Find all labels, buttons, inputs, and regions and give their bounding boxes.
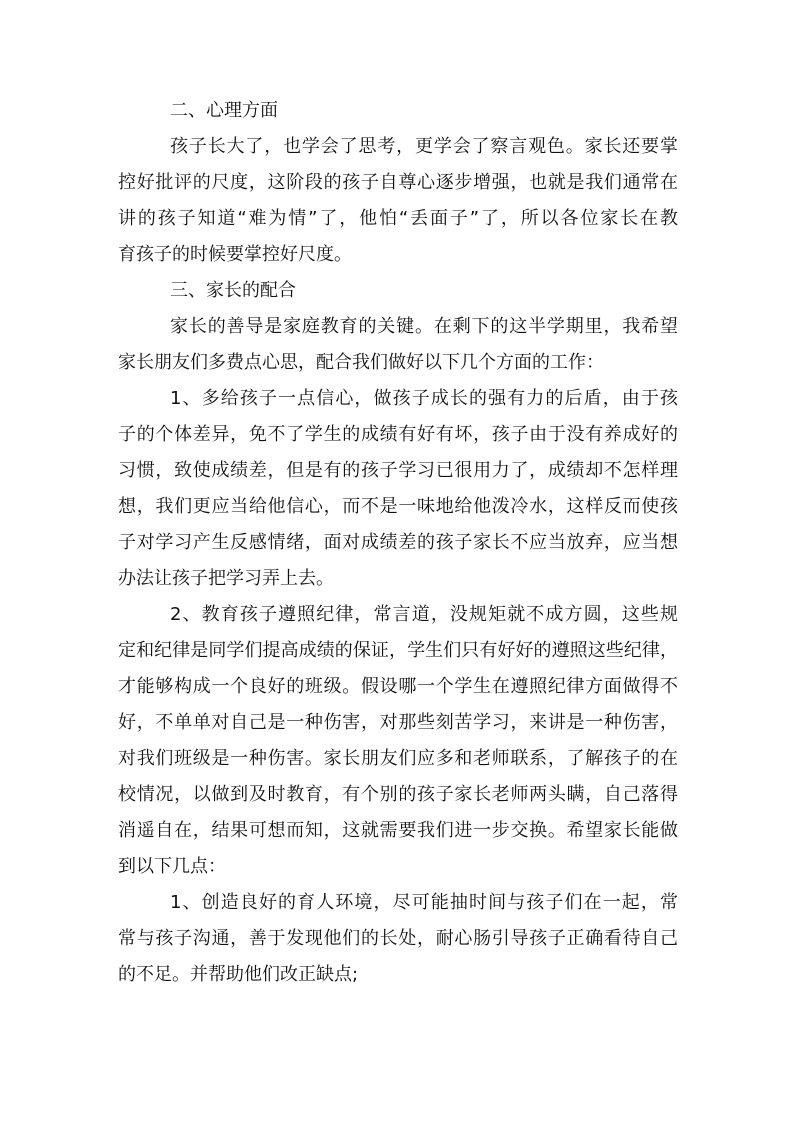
list-item-line: 想，我们更应当给他信心，而不是一味地给他泼冷水，这样反而使孩 — [118, 496, 678, 517]
list-item-line: 定和纪律是同学们提高成绩的保证，学生们只有好好的遵照这些纪律， — [118, 640, 678, 661]
paragraph-line: 讲的孩子知道“难为情”了，他怕“丢面子”了，所以各位家长在教 — [118, 208, 678, 229]
list-item-line: 消遥自在，结果可想而知，这就需要我们进一步交换。希望家长能做 — [118, 820, 678, 841]
list-item-line: 校情况，以做到及时教育，有个别的孩子家长老师两头瞒，自己落得 — [118, 784, 678, 805]
paragraph-line: 控好批评的尺度，这阶段的孩子自尊心逐步增强，也就是我们通常在 — [118, 172, 678, 193]
list-item-line: 子的个体差异，免不了学生的成绩有好有坏，孩子由于没有养成好的 — [118, 424, 678, 445]
paragraph-line: 育孩子的时候要掌控好尺度。 — [118, 244, 352, 265]
list-item-line: 到以下几点： — [118, 856, 226, 877]
paragraph-line: 家长朋友们多费点心思，配合我们做好以下几个方面的工作： — [118, 352, 604, 373]
list-item-line: 好，不单单对自己是一种伤害，对那些刻苦学习，来讲是一种伤害， — [118, 712, 678, 733]
section-heading-psychology: 二、心理方面 — [170, 100, 278, 121]
sub-item-line: 的不足。并帮助他们改正缺点; — [118, 964, 359, 985]
list-item-line: 对我们班级是一种伤害。家长朋友们应多和老师联系，了解孩子的在 — [118, 748, 678, 769]
list-item-line: 1、多给孩子一点信心，做孩子成长的强有力的后盾，由于孩 — [170, 388, 678, 409]
paragraph-line: 家长的善导是家庭教育的关键。在剩下的这半学期里，我希望 — [170, 316, 678, 337]
section-heading-parent-cooperation: 三、家长的配合 — [170, 280, 296, 301]
sub-item-line: 1、创造良好的育人环境，尽可能抽时间与孩子们在一起，常 — [170, 892, 678, 913]
sub-item-line: 常与孩子沟通，善于发现他们的长处，耐心肠引导孩子正确看待自己 — [118, 928, 678, 949]
list-item-line: 子对学习产生反感情绪，面对成绩差的孩子家长不应当放弃，应当想 — [118, 532, 678, 553]
list-item-line: 习惯，致使成绩差，但是有的孩子学习已很用力了，成绩却不怎样理 — [118, 460, 678, 481]
document-body — [118, 93, 678, 993]
list-item-line: 才能够构成一个良好的班级。假设哪一个学生在遵照纪律方面做得不 — [118, 676, 678, 697]
list-item-line: 办法让孩子把学习弄上去。 — [118, 568, 334, 589]
list-item-line: 2、教育孩子遵照纪律，常言道，没规矩就不成方圆，这些规 — [170, 604, 678, 625]
paragraph-line: 孩子长大了，也学会了思考，更学会了察言观色。家长还要掌 — [170, 136, 678, 157]
